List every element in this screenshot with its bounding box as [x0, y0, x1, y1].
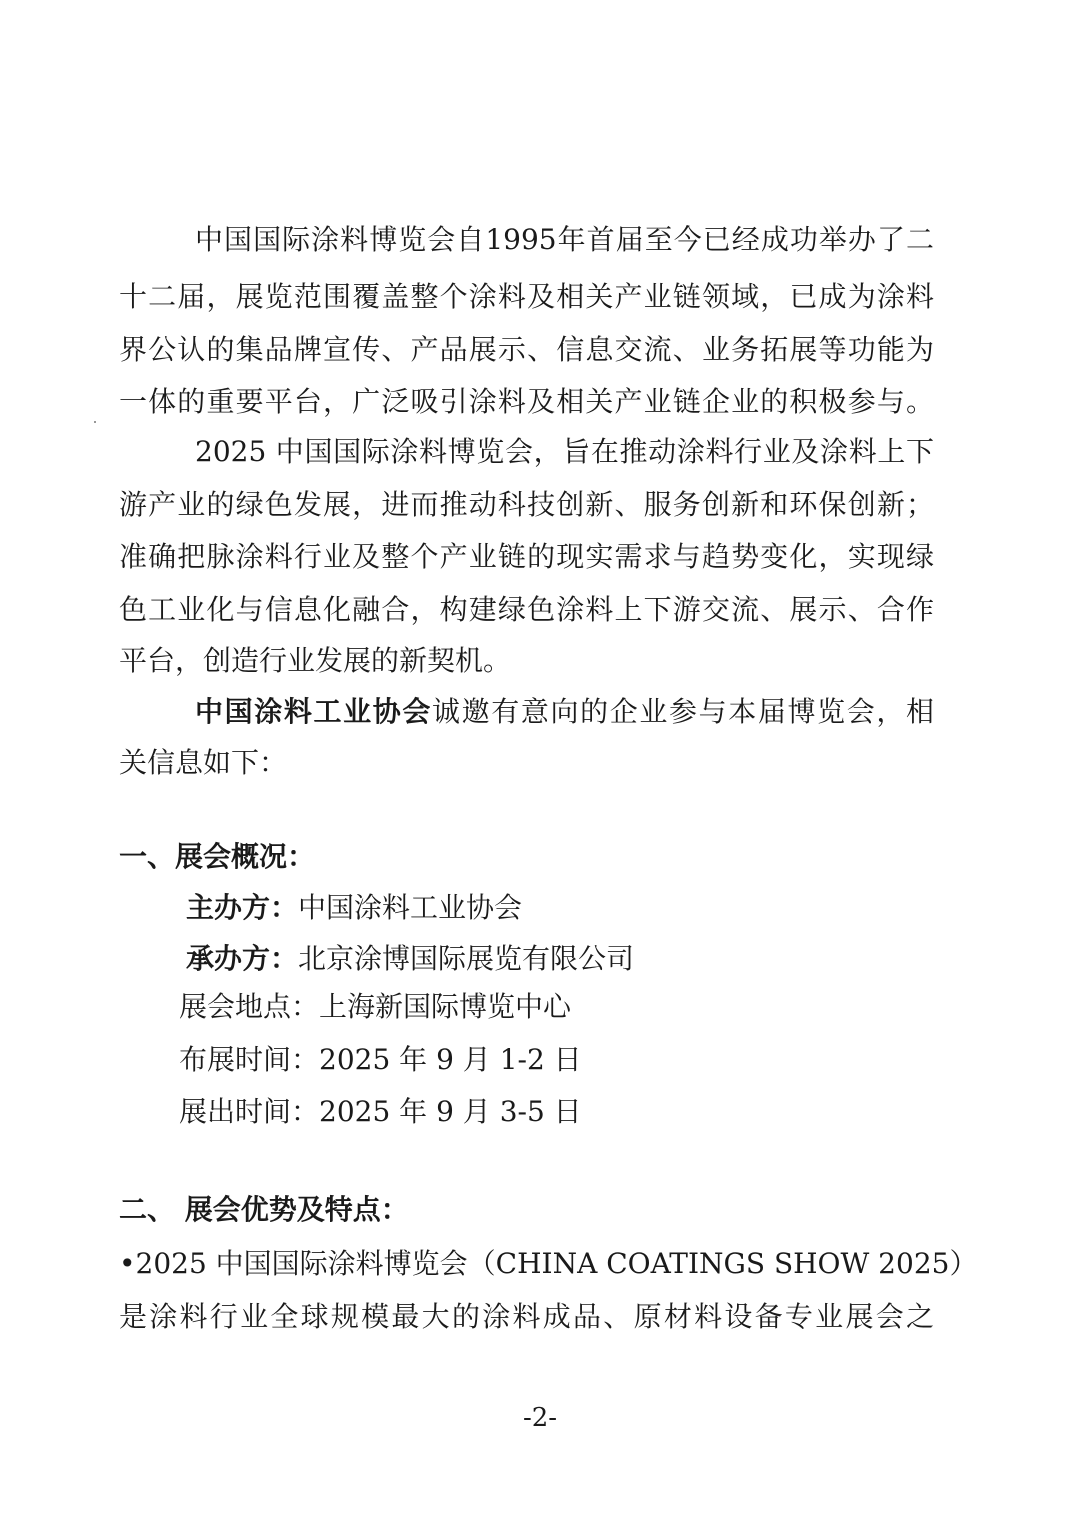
paragraph-3-line-2: 关信息如下： — [119, 746, 288, 779]
paragraph-3-text: 诚邀有意向的企业参与本届博览会，相 — [432, 695, 934, 728]
paragraph-1-line-2: 十二届，展览范围覆盖整个涂料及相关产业链领域，已成为涂料 — [119, 280, 934, 313]
info-value-show-time: 2025 年 9 月 3-5 日 — [319, 1095, 582, 1128]
section-2-line-1: •2025 中国国际涂料博览会（CHINA COATINGS SHOW 2025） — [119, 1247, 978, 1280]
info-label-organizer: 承办方： — [186, 942, 299, 975]
info-value-venue: 上海新国际博览中心 — [319, 990, 572, 1023]
info-label-setup-time: 布展时间： — [179, 1043, 320, 1076]
info-label-venue: 展会地点： — [179, 990, 320, 1023]
paragraph-1-line-4: 一体的重要平台，广泛吸引涂料及相关产业链企业的积极参与。 — [119, 385, 934, 418]
info-row-host — [186, 888, 522, 928]
info-row-setup-time — [179, 1040, 582, 1080]
info-value-setup-time: 2025 年 9 月 1-2 日 — [319, 1043, 582, 1076]
info-label-host: 主办方： — [186, 891, 299, 924]
paragraph-1-line-3: 界公认的集品牌宣传、产品展示、信息交流、业务拓展等功能为 — [119, 333, 934, 366]
info-label-show-time: 展出时间： — [179, 1095, 320, 1128]
scan-speck — [94, 421, 96, 423]
paragraph-2-line-5: 平台，创造行业发展的新契机。 — [119, 644, 512, 677]
info-value-host: 中国涂料工业协会 — [298, 891, 523, 924]
section-1-heading: 一、展会概况： — [119, 840, 316, 873]
paragraph-3-line-1 — [195, 692, 934, 732]
page-number: -2- — [522, 1403, 558, 1433]
organizer-name-bold: 中国涂料工业协会 — [195, 695, 432, 728]
paragraph-2-line-4: 色工业化与信息化融合，构建绿色涂料上下游交流、展示、合作 — [119, 593, 934, 626]
paragraph-2-line-1: 2025 中国国际涂料博览会，旨在推动涂料行业及涂料上下 — [195, 435, 934, 468]
section-2-heading: 二、 展会优势及特点： — [119, 1193, 409, 1226]
info-value-organizer: 北京涂博国际展览有限公司 — [298, 942, 635, 975]
paragraph-2-line-3: 准确把脉涂料行业及整个产业链的现实需求与趋势变化，实现绿 — [119, 540, 934, 573]
info-row-organizer — [186, 939, 634, 979]
section-2-line-2: 是涂料行业全球规模最大的涂料成品、原材料设备专业展会之 — [119, 1300, 934, 1333]
paragraph-2-line-2: 游产业的绿色发展，进而推动科技创新、服务创新和环保创新； — [119, 488, 934, 521]
info-row-show-time — [179, 1092, 582, 1132]
paragraph-1-line-1: 中国国际涂料博览会自1995年首届至今已经成功举办了二 — [195, 223, 934, 256]
info-row-venue — [179, 987, 571, 1027]
